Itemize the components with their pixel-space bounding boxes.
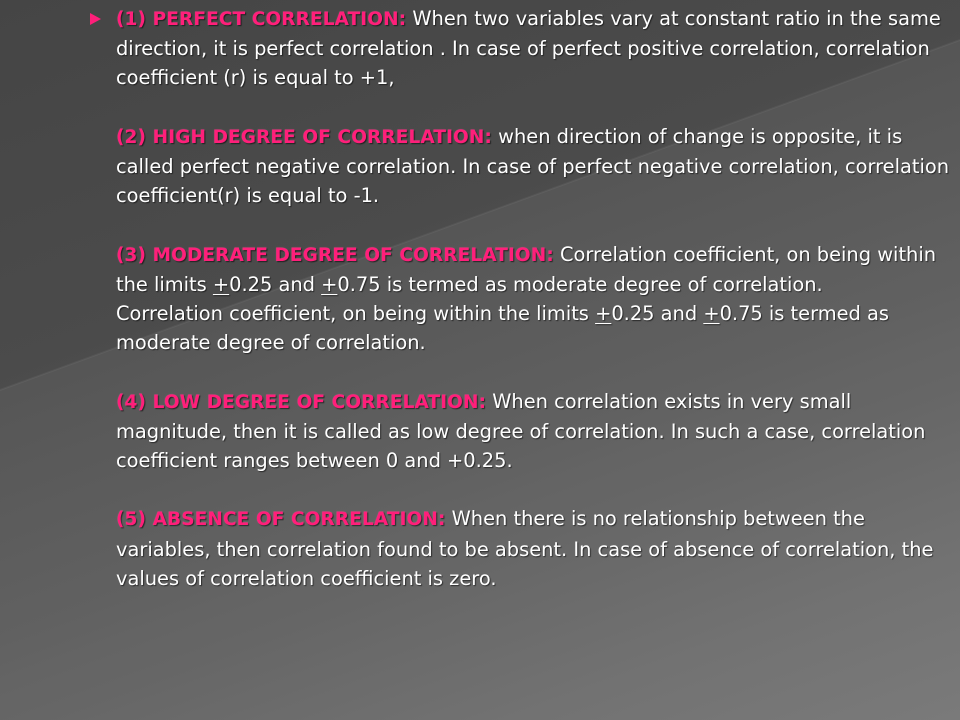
section-low-degree bbox=[116, 387, 952, 476]
section-heading: (3) MODERATE DEGREE OF CORRELATION: bbox=[116, 244, 554, 266]
section-text: when direction of change is opposite, it is called perfect negative correlation. In case of perfect negative correlation, correlation coefficient(r) is equal to -1. bbox=[116, 124, 950, 208]
section-moderate-degree-repeat bbox=[116, 299, 952, 357]
plus-minus-sign: + bbox=[212, 272, 230, 296]
section-moderate-degree bbox=[116, 240, 952, 299]
section-text: When correlation exists in very small magnitude, then it is called as low degree of correlation. In such a case, correlation coefficient ranges between 0 and +0.25. bbox=[116, 389, 926, 472]
slide-content bbox=[116, 4, 952, 593]
section-heading: (4) LOW DEGREE OF CORRELATION: bbox=[116, 391, 487, 413]
paragraph-spacer bbox=[116, 475, 952, 504]
section-text: When two variables vary at constant ratio in the same direction, it is perfect correlation . In case of perfect positive correlation, correlation coefficient (r) is equal to +1, bbox=[116, 7, 941, 90]
section-text: Correlation coefficient, on being within the limits bbox=[116, 242, 937, 296]
section-perfect-correlation bbox=[116, 4, 952, 93]
paragraph-spacer bbox=[116, 210, 952, 239]
section-high-degree bbox=[116, 122, 952, 211]
section-heading: (1) PERFECT CORRELATION: bbox=[116, 9, 407, 30]
triangle-bullet-icon bbox=[88, 12, 102, 26]
paragraph-spacer bbox=[116, 357, 952, 386]
section-heading: (2) HIGH DEGREE OF CORRELATION: bbox=[116, 126, 492, 148]
section-text: 0.25 and bbox=[229, 272, 322, 296]
section-text: Correlation coefficient, on being within the limits bbox=[116, 302, 596, 325]
section-text: 0.75 is termed as moderate degree of correlation. bbox=[337, 272, 823, 296]
plus-minus-sign: + bbox=[703, 302, 720, 325]
section-absence bbox=[116, 504, 952, 593]
section-heading: (5) ABSENCE OF CORRELATION: bbox=[116, 509, 446, 531]
plus-minus-sign: + bbox=[595, 302, 612, 325]
section-text: When there is no relationship between the variables, then correlation found to be absent. In case of absence of correlation, the values of correlation coefficient is zero. bbox=[116, 507, 934, 590]
paragraph-spacer bbox=[116, 93, 952, 122]
section-text: 0.25 and bbox=[611, 302, 704, 325]
section-text: 0.75 is termed as moderate degree of correlation. bbox=[116, 302, 889, 355]
plus-minus-sign: + bbox=[321, 272, 338, 296]
